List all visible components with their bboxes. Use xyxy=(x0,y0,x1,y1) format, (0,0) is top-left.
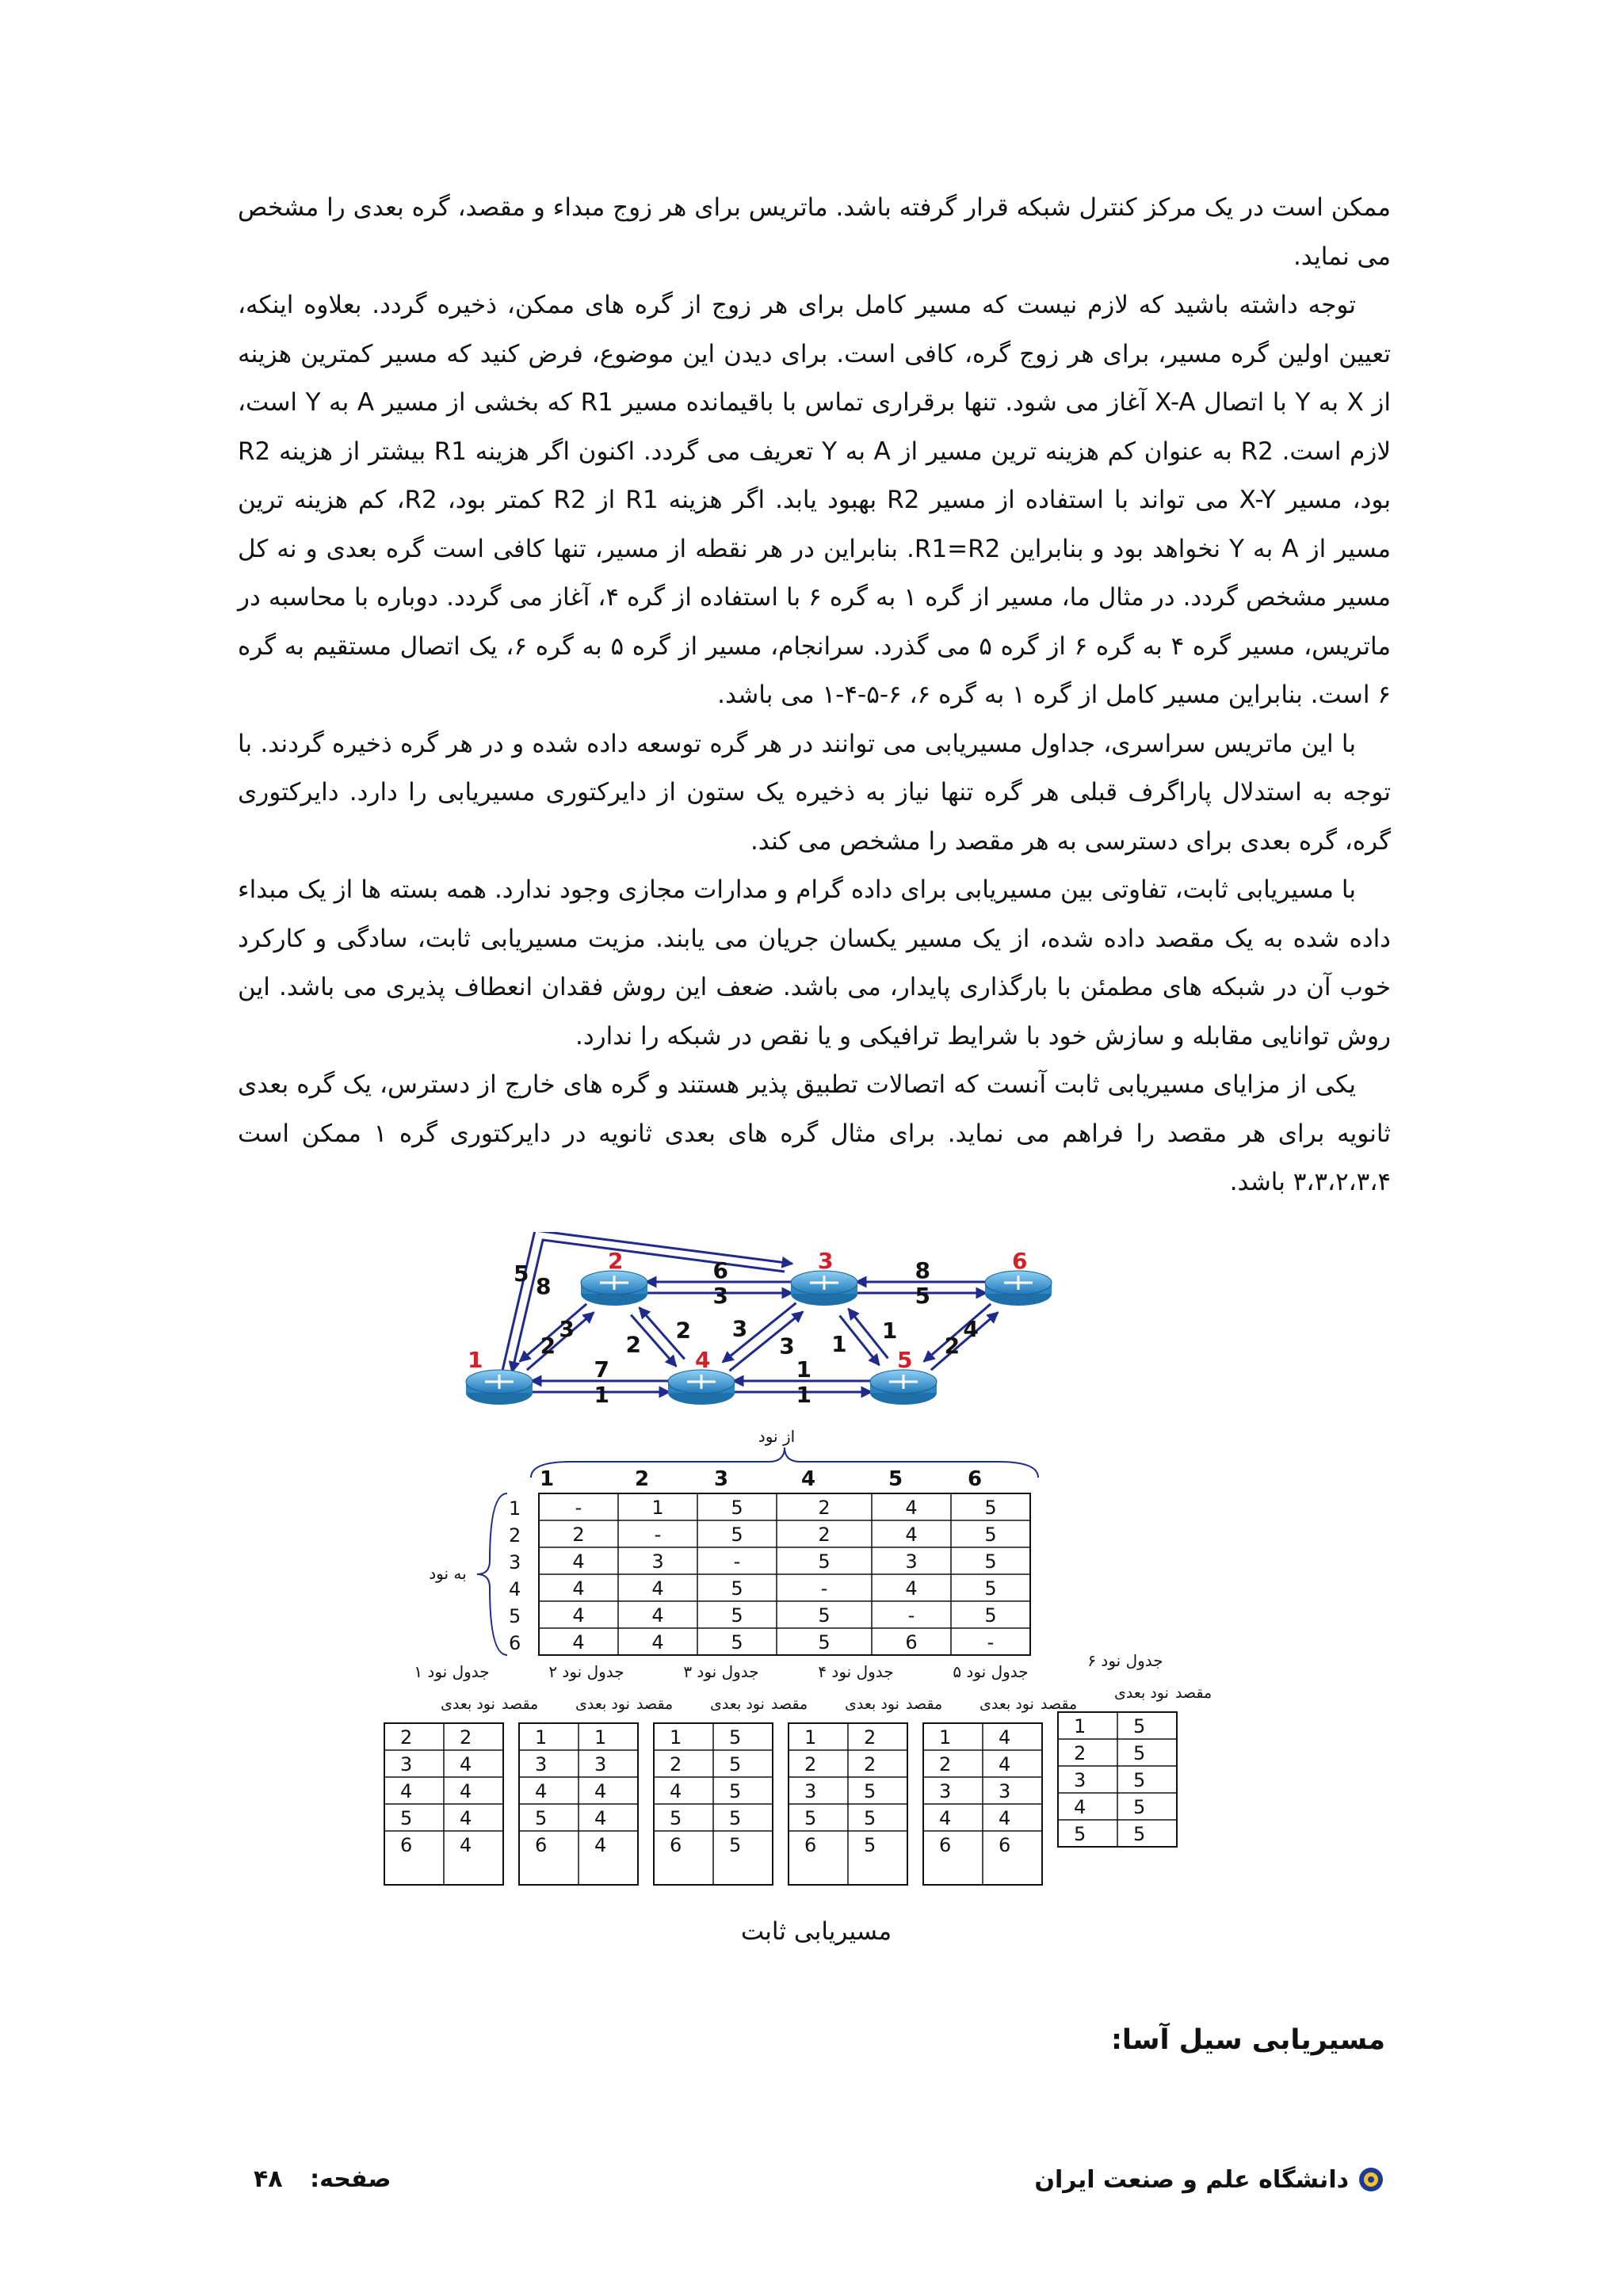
node-label: 3 xyxy=(818,1248,834,1274)
matrix-column-header: 2 xyxy=(634,1467,650,1491)
node-label: 6 xyxy=(1012,1248,1028,1274)
footer-page xyxy=(254,2165,391,2193)
section-title: مسیریابی سیل آسا: xyxy=(1110,2024,1385,2056)
node-label: 2 xyxy=(608,1248,624,1274)
router-node-1 xyxy=(466,1347,533,1405)
node-label: 4 xyxy=(695,1347,711,1373)
node-table-title: جدول نود ۱ xyxy=(414,1662,490,1681)
matrix-cell: - xyxy=(820,1577,828,1600)
link-weight: 5 xyxy=(514,1261,529,1287)
node-table-next: 5 xyxy=(1133,1823,1146,1845)
node-table-dest: 3 xyxy=(939,1780,952,1802)
node-table-dest: 3 xyxy=(535,1753,548,1775)
to-node-label: به نود xyxy=(429,1564,467,1583)
link-1-4 xyxy=(531,1356,670,1408)
matrix-column-header: 4 xyxy=(800,1467,816,1491)
node-table-next: 5 xyxy=(864,1834,876,1856)
node-table-dest: 2 xyxy=(400,1726,413,1749)
node-table-dest: 4 xyxy=(1074,1796,1086,1818)
node-table-dest: 5 xyxy=(400,1807,413,1829)
matrix-cell: 4 xyxy=(905,1577,918,1600)
node-table-dest-header: مقصد xyxy=(636,1695,674,1713)
matrix-cell: 3 xyxy=(651,1550,664,1573)
matrix-cell: 1 xyxy=(651,1497,664,1519)
body-text xyxy=(238,184,1391,1207)
node-table-dest-header: مقصد xyxy=(771,1695,808,1713)
matrix-cell: 5 xyxy=(818,1631,831,1653)
to-node-brace xyxy=(477,1493,507,1655)
link-1-2 xyxy=(520,1304,594,1370)
node-table-next: 4 xyxy=(594,1807,607,1829)
node-table-dest: 4 xyxy=(400,1780,413,1802)
matrix-cell: 5 xyxy=(818,1550,831,1573)
node-table-next: 2 xyxy=(864,1726,876,1749)
router-node-2 xyxy=(581,1248,647,1306)
node-table-next: 5 xyxy=(1133,1742,1146,1764)
matrix-cell: 4 xyxy=(651,1631,664,1653)
node-table-next: 4 xyxy=(999,1753,1011,1775)
node-table-dest-header: مقصد xyxy=(1175,1684,1212,1702)
node-table-next: 4 xyxy=(999,1726,1011,1749)
node-table-next: 3 xyxy=(999,1780,1011,1802)
matrix-row-header: 6 xyxy=(509,1632,521,1654)
node-table-next: 1 xyxy=(594,1726,607,1749)
matrix-cell: 2 xyxy=(572,1524,585,1546)
link-weight: 2 xyxy=(944,1333,960,1360)
matrix-cell: 5 xyxy=(731,1524,743,1546)
link-weight: 2 xyxy=(625,1331,641,1358)
node-table-next-header: نود بعدی xyxy=(980,1695,1034,1713)
paragraph-3: با این ماتریس سراسری، جداول مسیریابی می توانند در هر گره توسعه داده شده و در هر گره ذخیره گردند. با توجه به استدلال پاراگرف قبلی هر گره تنها نیاز به ذخیره یک ستون از دایرکتوری مسیریابی را دارد. دایرکتوری گره، گره بعدی برای دسترسی به هر مقصد را مشخص می کند. xyxy=(238,729,1391,856)
matrix-cell: - xyxy=(987,1631,995,1653)
link-weight: 1 xyxy=(831,1331,847,1358)
node-table-next: 4 xyxy=(460,1834,472,1856)
node-table-dest: 4 xyxy=(939,1807,952,1829)
node-table-dest: 4 xyxy=(535,1780,548,1802)
university-name: دانشگاه علم و صنعت ایران xyxy=(1034,2165,1349,2194)
node-table-4 xyxy=(789,1662,942,1885)
routing-figure-svg xyxy=(372,1232,1260,1921)
page-label: صفحه: xyxy=(310,2165,391,2193)
node-label: 1 xyxy=(468,1347,483,1373)
matrix-row-header: 2 xyxy=(509,1524,521,1547)
link-5-6 xyxy=(924,1304,999,1370)
link-weight: 3 xyxy=(731,1315,748,1342)
node-table-dest: 1 xyxy=(939,1726,952,1749)
node-table-next: 5 xyxy=(864,1807,876,1829)
node-table-3 xyxy=(654,1662,808,1885)
link-weight: 1 xyxy=(881,1317,898,1344)
node-table-title: جدول نود ۵ xyxy=(953,1662,1029,1681)
matrix-cell: 5 xyxy=(731,1577,743,1600)
matrix-cell: 4 xyxy=(651,1604,664,1627)
matrix-cell: 5 xyxy=(984,1577,997,1600)
node-table-next: 5 xyxy=(729,1726,742,1749)
matrix-cell: 5 xyxy=(731,1631,743,1653)
node-table-next: 4 xyxy=(999,1807,1011,1829)
node-table-dest: 1 xyxy=(804,1726,817,1749)
node-table-dest: 1 xyxy=(670,1726,682,1749)
matrix-cell: - xyxy=(654,1524,662,1546)
matrix-cell: 5 xyxy=(731,1604,743,1627)
node-table-next: 5 xyxy=(864,1780,876,1802)
link-weight: 1 xyxy=(594,1382,609,1408)
link-weight: 2 xyxy=(540,1333,556,1360)
node-table-dest: 5 xyxy=(670,1807,682,1829)
page-number: ۴۸ xyxy=(254,2165,283,2193)
link-4-5 xyxy=(733,1356,872,1408)
node-table-next-header: نود بعدی xyxy=(1114,1684,1169,1702)
matrix-cell: 2 xyxy=(818,1497,831,1519)
node-table-next-header: نود بعدی xyxy=(575,1695,630,1713)
matrix-cell: - xyxy=(575,1497,582,1519)
node-table-dest: 5 xyxy=(1074,1823,1086,1845)
node-table-title: جدول نود ۶ xyxy=(1087,1651,1163,1670)
matrix-cell: 5 xyxy=(984,1524,997,1546)
node-table-dest: 5 xyxy=(804,1807,817,1829)
node-table-next: 4 xyxy=(460,1753,472,1775)
matrix-row-header: 5 xyxy=(509,1605,521,1627)
matrix-cell: 5 xyxy=(984,1550,997,1573)
routing-figure xyxy=(372,1232,1260,1937)
link-2-4 xyxy=(625,1307,691,1366)
node-table-next: 4 xyxy=(460,1807,472,1829)
from-node-label: از نود xyxy=(758,1427,796,1446)
matrix-cell: 4 xyxy=(651,1577,664,1600)
node-table-next: 4 xyxy=(594,1834,607,1856)
link-3-4 xyxy=(723,1303,804,1371)
node-table-next: 5 xyxy=(729,1753,742,1775)
node-table-dest: 2 xyxy=(1074,1742,1086,1764)
node-table-5 xyxy=(923,1662,1077,1885)
node-table-title: جدول نود ۳ xyxy=(683,1662,759,1681)
link-weight: 6 xyxy=(712,1257,728,1283)
matrix-cell: 3 xyxy=(905,1550,918,1573)
footer-university xyxy=(1034,2165,1385,2194)
matrix-column-header: 1 xyxy=(539,1467,555,1491)
node-table-next: 5 xyxy=(1133,1715,1146,1737)
node-table-dest: 6 xyxy=(939,1834,952,1856)
matrix-cell: 5 xyxy=(984,1497,997,1519)
node-table-dest: 2 xyxy=(670,1753,682,1775)
matrix-column-header: 5 xyxy=(888,1467,903,1491)
router-node-5 xyxy=(870,1347,937,1405)
node-table-next: 4 xyxy=(460,1780,472,1802)
node-table-next: 5 xyxy=(729,1807,742,1829)
link-weight: 3 xyxy=(559,1315,575,1342)
matrix-cell: 4 xyxy=(572,1550,585,1573)
node-table-next: 2 xyxy=(864,1753,876,1775)
university-logo-icon xyxy=(1357,2165,1385,2194)
link-weight: 3 xyxy=(712,1283,728,1309)
link-weight: 7 xyxy=(594,1356,609,1383)
node-table-dest: 4 xyxy=(670,1780,682,1802)
node-table-dest-header: مقصد xyxy=(906,1695,943,1713)
paragraph-5: یکی از مزایای مسیریابی ثابت آنست که اتصالات تطبیق پذیر هستند و گره های خارج از دسترس، یک گره بعدی ثانویه برای هر مقصد را فراهم می نماید. برای مثال گره های بعدی ثانویه در دایرکتوری گره ۱ ممکن است ۳،۳،۲،۳،۴ باشد. xyxy=(238,1070,1392,1196)
node-table-next: 5 xyxy=(729,1834,742,1856)
link-weight: 8 xyxy=(536,1273,552,1299)
node-table-dest: 3 xyxy=(1074,1769,1086,1791)
link-3-6 xyxy=(856,1257,987,1309)
matrix-row-header: 3 xyxy=(509,1551,521,1573)
matrix-cell: 4 xyxy=(572,1577,585,1600)
matrix-cell: - xyxy=(733,1550,741,1573)
node-label: 5 xyxy=(897,1347,913,1373)
figure-caption: مسیریابی ثابت xyxy=(740,1917,892,1946)
node-table-title: جدول نود ۴ xyxy=(818,1662,894,1681)
link-weight: 3 xyxy=(779,1333,795,1360)
matrix-cell: - xyxy=(907,1604,915,1627)
node-table-dest: 6 xyxy=(670,1834,682,1856)
node-table-1 xyxy=(384,1662,538,1885)
link-weight: 4 xyxy=(963,1315,979,1342)
from-node-brace xyxy=(531,1447,1038,1478)
node-table-next-header: نود بعدی xyxy=(710,1695,765,1713)
node-table-next-header: نود بعدی xyxy=(845,1695,899,1713)
paragraph-4: با مسیریابی ثابت، تفاوتی بین مسیریابی برای داده گرام و مدارات مجازی وجود ندارد. همه بسته ها از یک مبداء داده شده به یک مقصد داده شده، از یک مسیر یکسان جریان می یابند. مزیت مسیریابی ثابت، سادگی و کارکرد خوب آن در شبکه های مطمئن با بارگذاری پایدار، می باشد. ضعف این روش فقدان انعطاف پذیری می باشد. این روش توانایی مقابله و سازش خود با شرایط ترافیکی و یا نقص در شبکه را ندارد. xyxy=(238,875,1391,1051)
router-node-4 xyxy=(668,1347,735,1405)
matrix-cell: 4 xyxy=(572,1631,585,1653)
link-weight: 2 xyxy=(675,1317,691,1344)
link-weight: 5 xyxy=(915,1283,930,1309)
node-table-dest: 3 xyxy=(400,1753,413,1775)
link-2-3 xyxy=(646,1257,792,1309)
link-3-5 xyxy=(831,1309,897,1365)
node-table-6 xyxy=(1058,1651,1212,1847)
node-table-title: جدول نود ۲ xyxy=(548,1662,624,1681)
matrix-cell: 4 xyxy=(905,1524,918,1546)
node-table-next: 4 xyxy=(594,1780,607,1802)
node-table-next: 3 xyxy=(594,1753,607,1775)
router-node-3 xyxy=(791,1248,857,1306)
node-table-dest: 2 xyxy=(939,1753,952,1775)
link-weight: 1 xyxy=(796,1356,812,1383)
paragraph-2: توجه داشته باشید که لازم نیست که مسیر کامل برای هر زوج از گره های ممکن، ذخیره گردد. بعلاوه اینکه، تعیین اولین گره مسیر، برای هر زوج گره، کافی است. برای دیدن این موضوع، فرض کنید که مسیر کمترین هزینه از X به Y با اتصال X-A آغاز می شود. تنها برقراری تماس با باقیمانده مسیر R1 که بخشی از مسیر A به Y است، لازم است. R2 به عنوان کم هزینه ترین مسیر از A به Y تعریف می گردد. اکنون اگر هزینه R1 بیشتر از هزینه R2 بود، مسیر X-Y می تواند با استفاده از مسیر R2 بهبود یابد. اگر هزینه R1 از R2 کمتر بود، R2، کم هزینه ترین مسیر از A به Y نخواهد بود و بنابراین R1=R2. بنابراین در هر نقطه از مسیر، تنها کافی است گره بعدی و نه کل مسیر مشخص گردد. در مثال ما، مسیر از گره ۱ به گره ۶ با استفاده از گره ۴، آغاز می گردد. دوباره با محاسبه در ماتریس، مسیر گره ۴ به گره ۶ از گره ۵ می گذرد. سرانجام، مسیر از گره ۵ به گره ۶، یک اتصال مستقیم به گره ۶ است. بنابراین مسیر کامل از گره ۱ به گره ۶، ۶-۵-۴-۱ می باشد. xyxy=(238,291,1392,709)
matrix-cell: 5 xyxy=(984,1604,997,1627)
node-table-dest: 1 xyxy=(1074,1715,1086,1737)
node-table-next: 6 xyxy=(999,1834,1011,1856)
node-table-2 xyxy=(519,1662,673,1885)
matrix-column-header: 3 xyxy=(713,1467,729,1491)
matrix-row-header: 4 xyxy=(509,1578,521,1600)
link-weight: 1 xyxy=(796,1382,812,1408)
node-table-dest: 6 xyxy=(804,1834,817,1856)
node-table-dest: 5 xyxy=(535,1807,548,1829)
node-table-dest-header: مقصد xyxy=(502,1695,539,1713)
node-table-dest: 6 xyxy=(400,1834,413,1856)
node-table-dest-header: مقصد xyxy=(1041,1695,1078,1713)
matrix-column-header: 6 xyxy=(967,1467,983,1491)
matrix-cell: 4 xyxy=(572,1604,585,1627)
node-table-next: 5 xyxy=(729,1780,742,1802)
link-weight: 8 xyxy=(915,1257,930,1283)
router-node-6 xyxy=(985,1248,1052,1306)
matrix-cell: 5 xyxy=(818,1604,831,1627)
node-table-dest: 3 xyxy=(804,1780,817,1802)
matrix-cell: 5 xyxy=(731,1497,743,1519)
node-table-dest: 2 xyxy=(804,1753,817,1775)
node-table-next: 5 xyxy=(1133,1769,1146,1791)
matrix-cell: 2 xyxy=(818,1524,831,1546)
node-table-next: 5 xyxy=(1133,1796,1146,1818)
matrix-cell: 4 xyxy=(905,1497,918,1519)
paragraph-1: ممکن است در یک مرکز کنترل شبکه قرار گرفته باشد. ماتریس برای هر زوج مبداء و مقصد، گره بعدی را مشخص می نماید. xyxy=(238,193,1391,271)
node-table-next-header: نود بعدی xyxy=(441,1695,495,1713)
matrix-cell: 6 xyxy=(905,1631,918,1653)
node-table-next: 2 xyxy=(460,1726,472,1749)
matrix-row-header: 1 xyxy=(509,1497,521,1520)
node-table-dest: 6 xyxy=(535,1834,548,1856)
node-table-dest: 1 xyxy=(535,1726,548,1749)
